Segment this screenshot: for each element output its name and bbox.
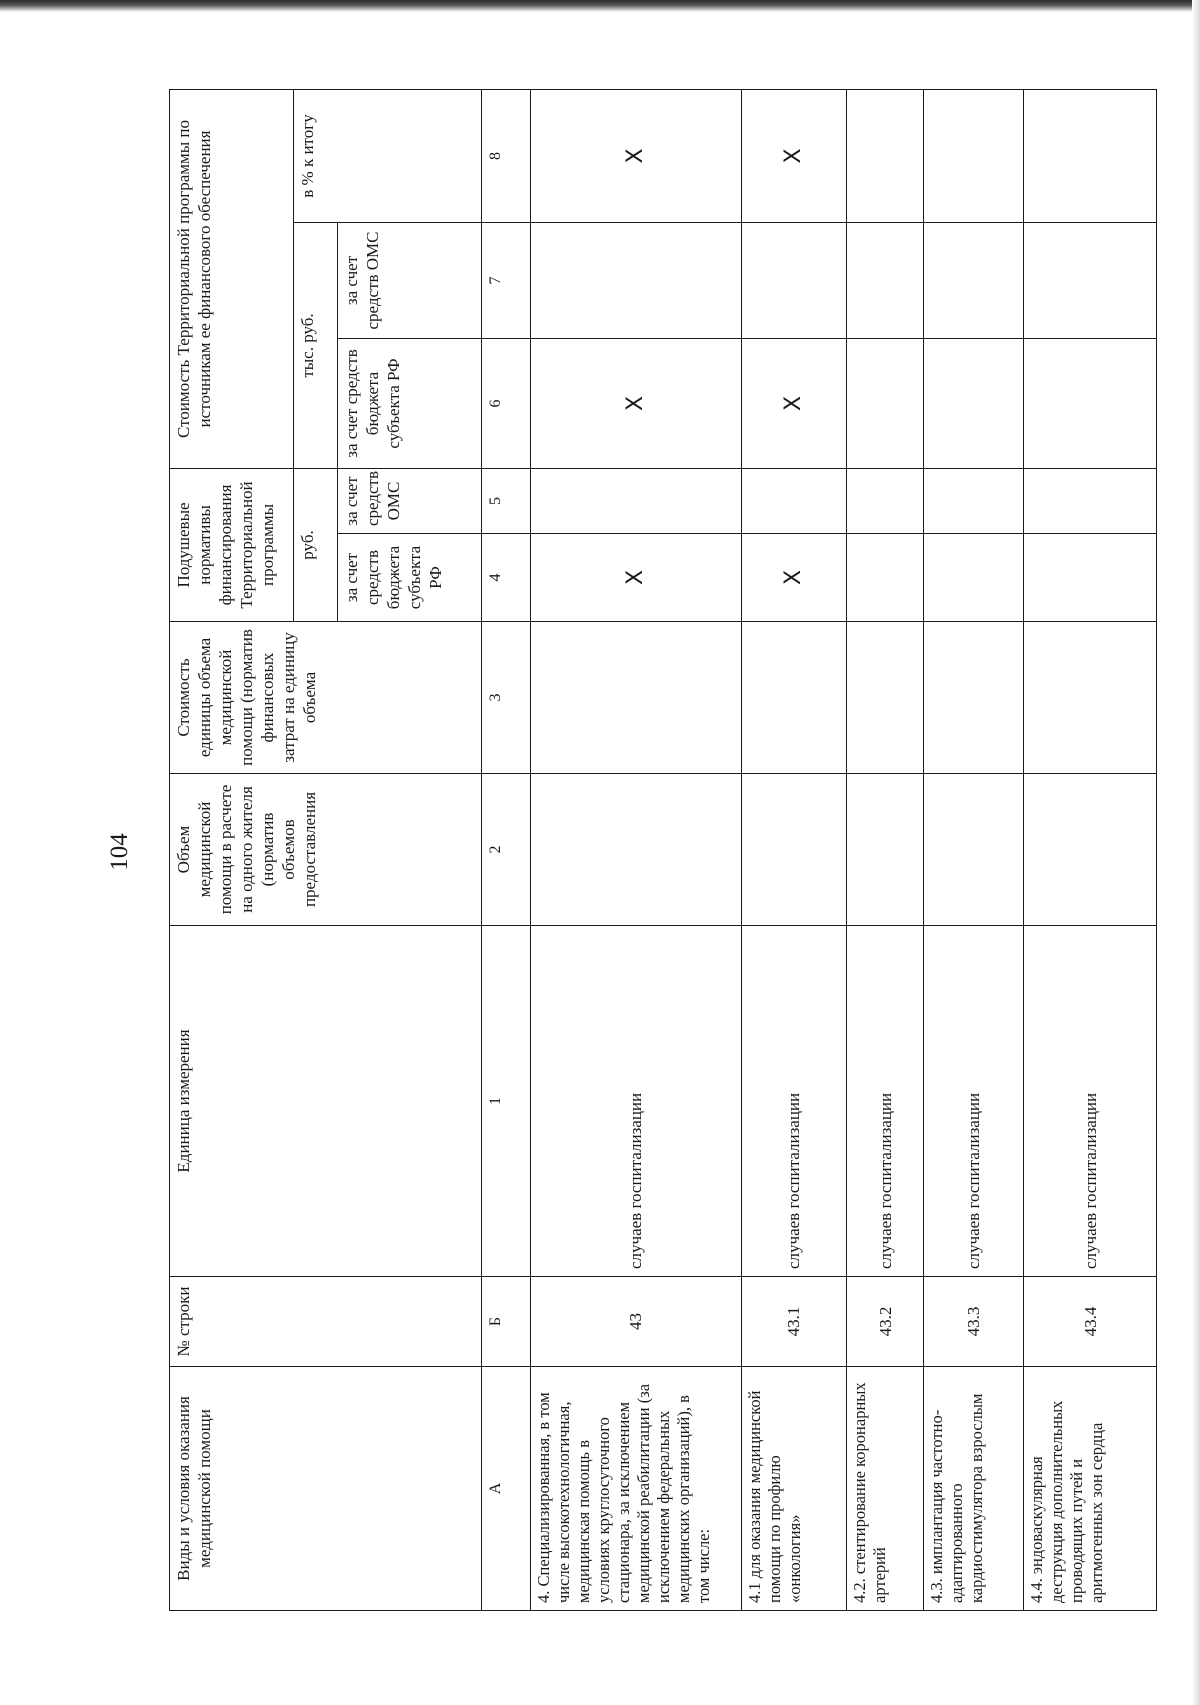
row-rub-oms	[741, 468, 846, 533]
row-unit: случаев госпитализации	[846, 926, 924, 1277]
table-row	[924, 89, 1024, 1610]
row-unit: случаев госпитализации	[1024, 926, 1157, 1277]
row-unit-cost	[1024, 622, 1157, 774]
row-thousand-rub-regional-budget: Х	[531, 338, 741, 468]
row-thousand-rub-oms	[924, 222, 1024, 338]
financing-table	[169, 89, 1157, 1611]
rotated-table-sheet	[169, 90, 1157, 1611]
row-percent-of-total	[846, 89, 924, 222]
table-row	[741, 89, 846, 1610]
column-number: 1	[482, 926, 531, 1277]
row-line-number: 43.3	[924, 1277, 1024, 1367]
row-percent-of-total: Х	[741, 89, 846, 222]
header-rub-regional-budget: за счет средств бюджета субъекта РФ	[338, 534, 482, 622]
row-unit-cost	[741, 622, 846, 774]
header-unit: Единица измерения	[170, 926, 482, 1277]
header-percent-of-total: в % к итогу	[294, 89, 482, 222]
row-line-number: 43.1	[741, 1277, 846, 1367]
page-number: 104	[106, 833, 133, 871]
header-thousand-rub-regional-budget: за счет средств бюджета субъекта РФ	[338, 338, 482, 468]
row-rub-regional-budget: Х	[741, 534, 846, 622]
header-unit-rub: руб.	[294, 468, 338, 621]
row-rub-regional-budget	[1024, 534, 1157, 622]
header-program-cost: Стоимость Территориальной программы по источникам ее финансового обеспечения	[170, 89, 294, 468]
row-thousand-rub-regional-budget	[1024, 338, 1157, 468]
header-unit-cost: Стоимость единицы объема медицинской помощи (норматив финансовых затрат на единицу объема	[170, 622, 482, 774]
row-thousand-rub-regional-budget: Х	[741, 338, 846, 468]
header-rub-oms: за счет средств ОМС	[338, 468, 482, 533]
column-number: 8	[482, 89, 531, 222]
row-rub-oms	[1024, 468, 1157, 533]
table-row	[1024, 89, 1157, 1610]
column-number: 2	[482, 774, 531, 926]
row-volume	[924, 774, 1024, 926]
row-thousand-rub-oms	[741, 222, 846, 338]
row-rub-oms	[531, 468, 741, 533]
row-percent-of-total: Х	[531, 89, 741, 222]
row-rub-oms	[846, 468, 924, 533]
row-volume	[1024, 774, 1157, 926]
scan-border-top	[0, 0, 1200, 12]
row-unit: случаев госпитализации	[531, 926, 741, 1277]
row-unit: случаев госпитализации	[924, 926, 1024, 1277]
row-line-number: 43.2	[846, 1277, 924, 1367]
row-unit-cost	[846, 622, 924, 774]
header-types-conditions: Виды и условия оказания медицинской помощи	[170, 1367, 482, 1611]
column-number: Б	[482, 1277, 531, 1367]
column-number: 4	[482, 534, 531, 622]
table-row	[846, 89, 924, 1610]
header-line-number: № строки	[170, 1277, 482, 1367]
row-thousand-rub-oms	[846, 222, 924, 338]
row-volume	[531, 774, 741, 926]
row-percent-of-total	[924, 89, 1024, 222]
row-unit-cost	[924, 622, 1024, 774]
column-number: А	[482, 1367, 531, 1611]
header-unit-thousand-rub: тыс. руб.	[294, 222, 338, 468]
row-volume	[846, 774, 924, 926]
scan-border-right	[1192, 0, 1200, 1705]
row-thousand-rub-oms	[1024, 222, 1157, 338]
row-rub-oms	[924, 468, 1024, 533]
row-percent-of-total	[1024, 89, 1157, 222]
row-thousand-rub-regional-budget	[846, 338, 924, 468]
row-name: 4.3. имплантация частотно-адаптированного кардиостимулятора взрослым	[924, 1367, 1024, 1611]
table-row	[531, 89, 741, 1610]
row-thousand-rub-regional-budget	[924, 338, 1024, 468]
column-numbers-row	[482, 89, 531, 1610]
row-name: 4.2. стентирование коронарных артерий	[846, 1367, 924, 1611]
row-rub-regional-budget	[924, 534, 1024, 622]
row-line-number: 43	[531, 1277, 741, 1367]
row-name: 4. Специализированная, в том числе высокотехнологичная, медицинская помощь в условиях круглосуточного стационара, за исключением медицинской реабилитации (за исключением федеральных медицинских организаций), в том числе:	[531, 1367, 741, 1611]
row-thousand-rub-oms	[531, 222, 741, 338]
row-line-number: 43.4	[1024, 1277, 1157, 1367]
row-rub-regional-budget	[846, 534, 924, 622]
column-number: 3	[482, 622, 531, 774]
header-volume-per-resident: Объем медицинской помощи в расчете на одного жителя (норматив объемов предоставления	[170, 774, 482, 926]
row-unit-cost	[531, 622, 741, 774]
column-number: 5	[482, 468, 531, 533]
header-per-capita-norms: Подушевые нормативы финансирования Территориальной программы	[170, 468, 294, 621]
row-volume	[741, 774, 846, 926]
row-name: 4.1 для оказания медицинской помощи по профилю «онкология»	[741, 1367, 846, 1611]
column-number: 7	[482, 222, 531, 338]
column-number: 6	[482, 338, 531, 468]
header-thousand-rub-oms: за счет средств ОМС	[338, 222, 482, 338]
row-rub-regional-budget: Х	[531, 534, 741, 622]
row-name: 4.4. эндоваскулярная деструкция дополнительных проводящих путей и аритмогенных зон сердца	[1024, 1367, 1157, 1611]
row-unit: случаев госпитализации	[741, 926, 846, 1277]
